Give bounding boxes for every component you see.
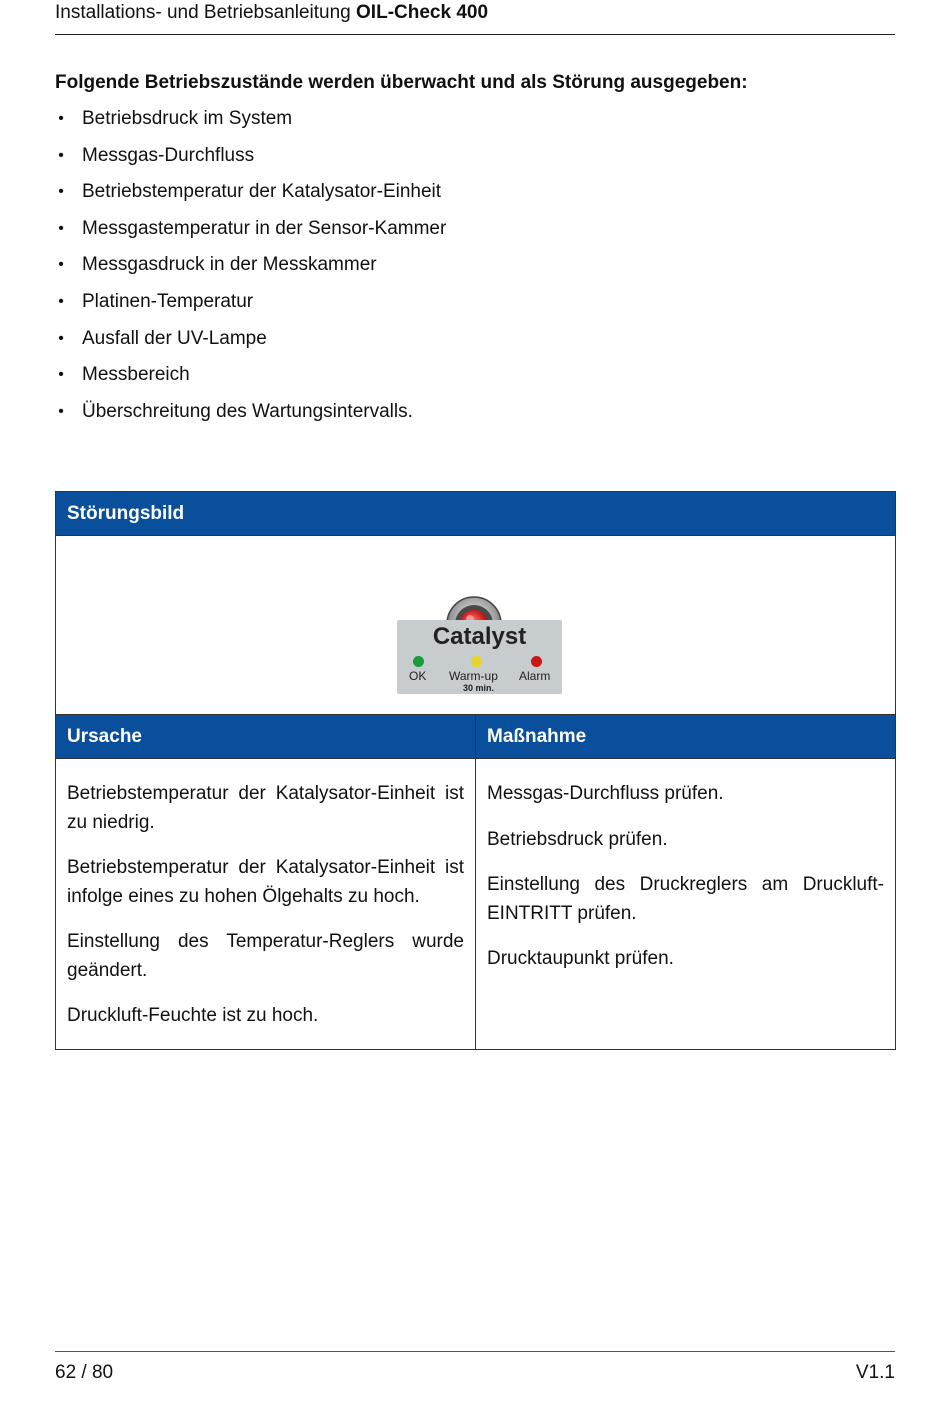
warmup-duration: 30 min.	[463, 683, 495, 693]
list-item: • Ausfall der UV-Lampe	[55, 326, 895, 363]
document-version: V1.1	[855, 1362, 895, 1383]
fault-image-cell	[56, 536, 896, 715]
catalyst-title: Catalyst	[432, 623, 527, 650]
warmup-led-icon	[471, 656, 482, 667]
page-number: 62 / 80	[55, 1362, 114, 1383]
bullet-icon: •	[58, 110, 64, 127]
action-item: Betriebsdruck prüfen.	[487, 828, 668, 850]
cause-header: Ursache	[56, 715, 476, 759]
list-item: • Betriebstemperatur der Katalysator-Einheit	[55, 179, 895, 216]
list-item: • Betriebsdruck im System	[55, 106, 895, 143]
cause-item: Betriebstemperatur der Katalysator-Einheit ist infolge eines zu hohen Ölgehalts zu hoch.	[67, 857, 464, 907]
cause-item: Betriebstemperatur der Katalysator-Einheit ist zu niedrig.	[67, 783, 464, 833]
cause-cell	[56, 759, 476, 1050]
monitored-states-list	[55, 106, 895, 435]
action-item: Einstellung des Druckreglers am Druckluft-EINTRITT prüfen.	[487, 874, 884, 924]
header-title: Installations- und Betriebsanleitung	[55, 2, 357, 23]
page-header	[55, 0, 895, 35]
catalyst-status-panel	[397, 620, 562, 694]
list-item: • Messgasdruck in der Messkammer	[55, 252, 895, 289]
ok-led-icon	[413, 656, 424, 667]
intro-heading: Folgende Betriebszustände werden überwacht und als Störung ausgegeben:	[55, 72, 748, 93]
action-item: Messgas-Durchfluss prüfen.	[487, 783, 724, 804]
action-header: Maßnahme	[476, 715, 896, 759]
alarm-led-icon	[531, 656, 542, 667]
cause-item: Einstellung des Temperatur-Reglers wurde geändert.	[67, 931, 464, 981]
list-item: • Überschreitung des Wartungsintervalls.	[55, 399, 895, 436]
action-cell	[476, 759, 896, 1050]
list-item: • Messgastemperatur in der Sensor-Kammer	[55, 216, 895, 253]
ok-label: OK	[409, 669, 427, 683]
fault-table	[55, 491, 896, 1050]
fault-header: Störungsbild	[56, 492, 896, 536]
bullet-icon: •	[58, 366, 64, 384]
header-product: OIL-Check 400	[356, 2, 489, 23]
bullet-icon: •	[58, 219, 64, 237]
action-item: Drucktaupunkt prüfen.	[487, 948, 674, 969]
bullet-icon: •	[58, 256, 64, 274]
list-item: • Platinen-Temperatur	[55, 289, 895, 326]
list-item: • Messbereich	[55, 362, 895, 399]
bullet-icon: •	[58, 183, 64, 201]
bullet-icon: •	[58, 329, 64, 347]
bullet-icon: •	[58, 292, 64, 310]
cause-item: Druckluft-Feuchte ist zu hoch.	[67, 1005, 319, 1026]
bullet-icon: •	[58, 146, 64, 164]
page-footer	[55, 1351, 895, 1386]
bullet-icon: •	[58, 402, 64, 420]
alarm-label: Alarm	[519, 669, 551, 683]
list-item: • Messgas-Durchfluss	[55, 143, 895, 180]
warmup-label: Warm-up	[449, 669, 498, 683]
